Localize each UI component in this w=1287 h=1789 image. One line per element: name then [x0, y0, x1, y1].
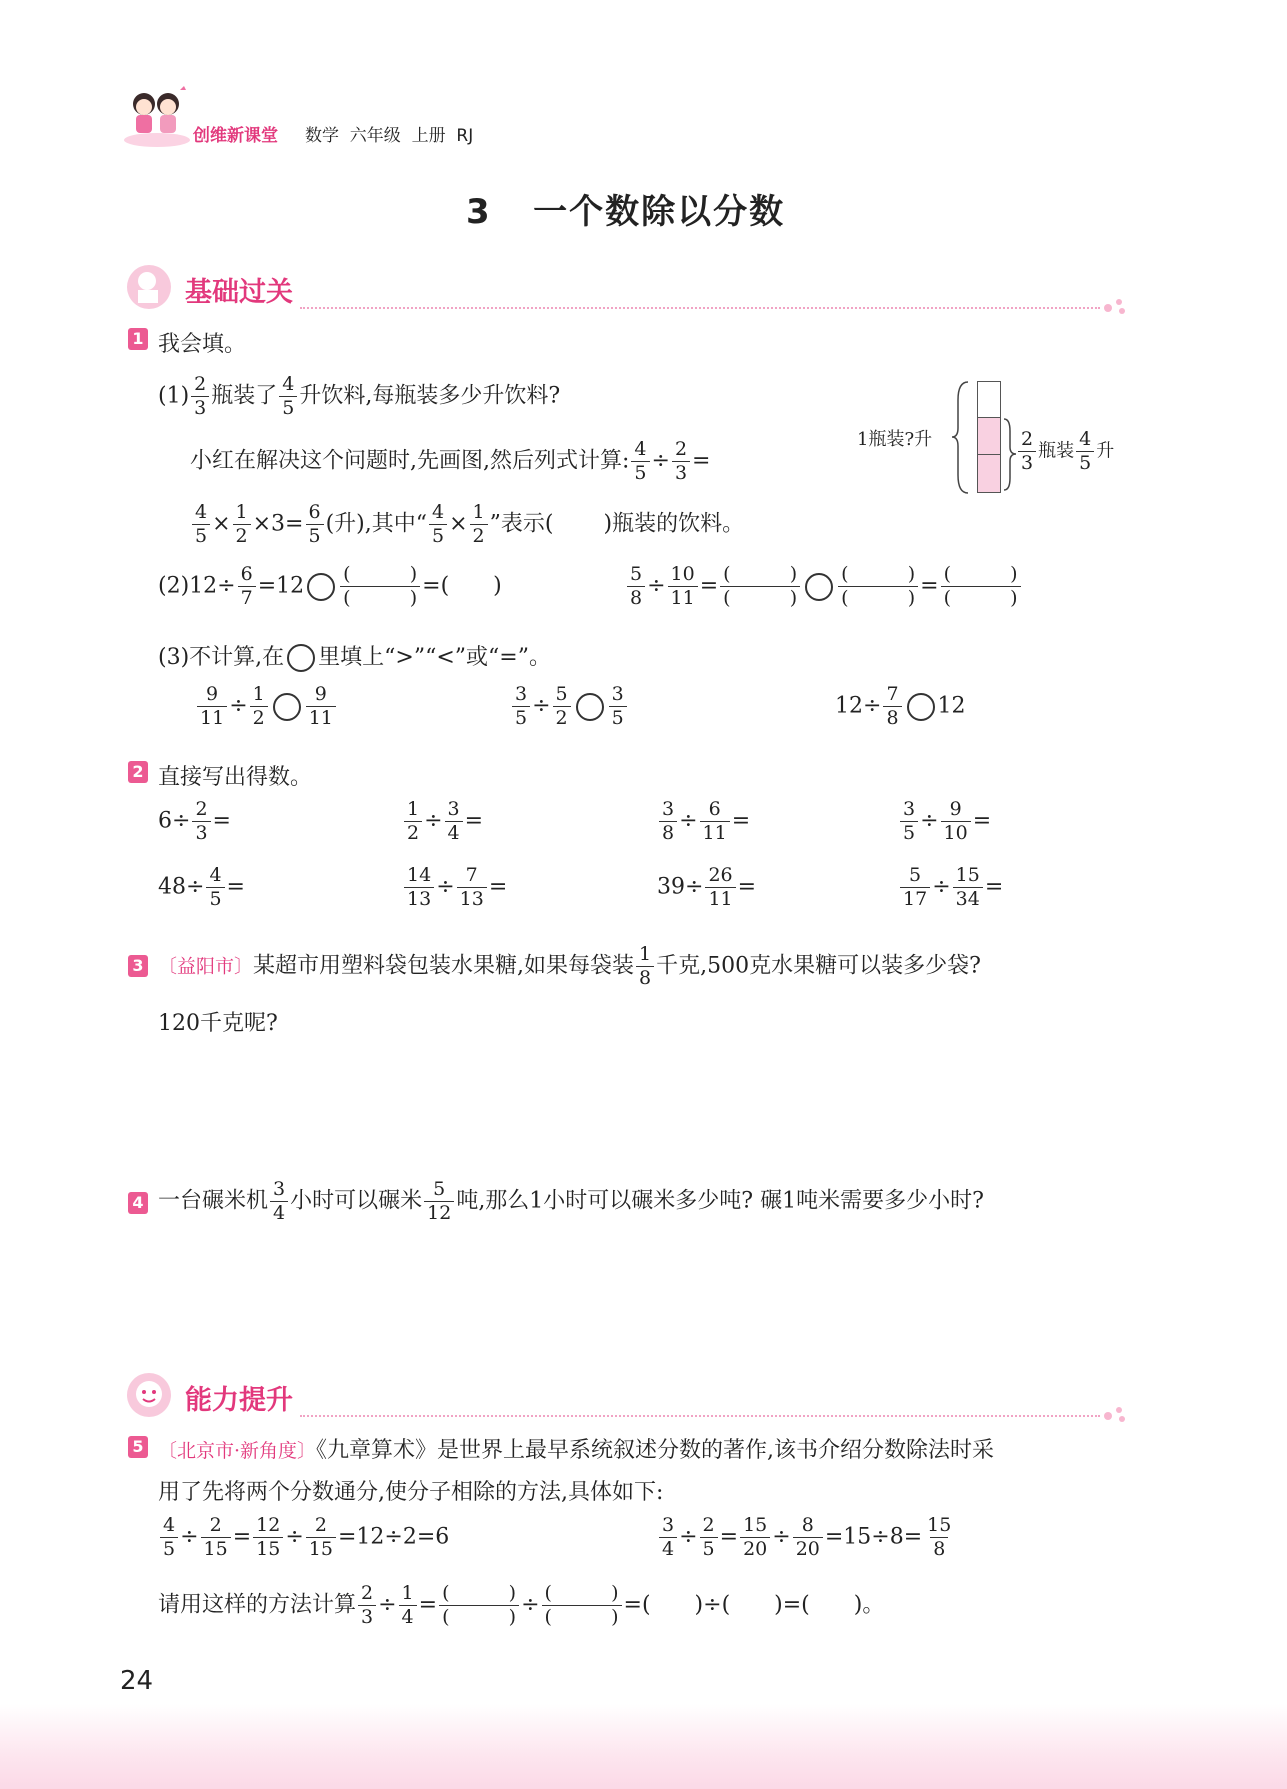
- q2-item-4: $\frac{3}{5}$ ÷ $\frac{9}{10}$ =: [898, 800, 991, 843]
- section-basic-title: 基础过关: [185, 277, 293, 308]
- q1-part1-line1: (1) $\frac{2}{3}$ 瓶装了 $\frac{4}{5}$ 升饮料,每瓶装多少升饮料?: [158, 373, 561, 419]
- blank-fraction[interactable]: ( ) ( ): [340, 565, 420, 608]
- q1-part3-instruction: (3)不计算,在 里填上“>”“<”或“=”。: [158, 645, 551, 670]
- q1-part1-line3: $\frac{4}{5}$ × $\frac{1}{2}$ ×3= $\frac{6}{5}$ (升),其中“ $\frac{4}{5}$ × $\frac{1}{2}$ ”表示( )瓶装的饮料。: [190, 503, 744, 546]
- left-brace-icon: [950, 380, 970, 501]
- bottom-decor-band: [0, 1704, 1287, 1789]
- page-number: 24: [120, 1666, 154, 1696]
- blank-fraction[interactable]: ( ) ( ): [838, 565, 918, 608]
- bottle-cell-mid: [977, 417, 1001, 456]
- q4-badge: 4: [128, 1192, 148, 1214]
- blank-fraction[interactable]: ( ) ( ): [720, 565, 800, 608]
- q1-part2-right: $\frac{5}{8}$ ÷ $\frac{10}{11}$ = ( ) ( ) ( ) ( ) = ( ) ( ): [625, 565, 1023, 608]
- compare-circle[interactable]: [907, 693, 935, 721]
- bottle-cell-top: [977, 381, 1001, 419]
- bottle-diagram-left-label: 1瓶装?升: [857, 429, 933, 450]
- circle-symbol-icon: [287, 644, 315, 672]
- q2-item-1: 6÷ $\frac{2}{3}$ =: [158, 798, 231, 844]
- compare-item-1: $\frac{9}{11}$ ÷ $\frac{1}{2}$ $\frac{9}{11}$: [195, 685, 338, 728]
- compare-item-3: 12÷ $\frac{7}{8}$ 12: [835, 683, 966, 729]
- section-advanced-dots: [1100, 1402, 1130, 1430]
- section-advanced-title: 能力提升: [185, 1385, 293, 1416]
- q3-line2: 120千克呢?: [158, 1011, 278, 1036]
- q4-line1: 一台碾米机 $\frac{3}{4}$ 小时可以碾米 $\frac{5}{12}$ 吨,那么1小时可以碾米多少吨? 碾1吨米需要多少小时?: [158, 1178, 984, 1224]
- header-meta: 数学 六年级 上册 RJ: [305, 126, 474, 146]
- blank-fraction[interactable]: ( ) ( ): [439, 1584, 519, 1627]
- q2-item-2: $\frac{1}{2}$ ÷ $\frac{3}{4}$ =: [402, 800, 483, 843]
- q2-item-8: $\frac{5}{17}$ ÷ $\frac{15}{34}$ =: [898, 866, 1003, 909]
- bottle-cell-bottom: [977, 454, 1001, 493]
- q5-task: 请用这样的方法计算 $\frac{2}{3}$ ÷ $\frac{1}{4}$ = ( ) ( ) ÷ ( ) ( ) =( )÷( )=( )。: [158, 1582, 885, 1628]
- q3-line1: 〔益阳市〕某超市用塑料袋包装水果糖,如果每袋装 $\frac{1}{8}$ 千克,500克水果糖可以装多少袋?: [158, 943, 981, 989]
- q1-text: 我会填。: [158, 332, 247, 357]
- q2-item-3: $\frac{3}{8}$ ÷ $\frac{6}{11}$ =: [657, 800, 750, 843]
- q2-item-6: $\frac{14}{13}$ ÷ $\frac{7}{13}$ =: [402, 866, 507, 909]
- q1-part2-left: (2)12÷ $\frac{6}{7}$ =12 ( ) ( ) =( ): [158, 563, 502, 609]
- header-logo: [122, 82, 192, 154]
- section-basic-rule: [300, 307, 1100, 309]
- section-basic-dots: [1100, 294, 1130, 322]
- q2-item-5: 48÷ $\frac{4}{5}$ =: [158, 864, 245, 910]
- q2-item-7: 39÷ $\frac{26}{11}$ =: [657, 864, 757, 910]
- basic-section-icon: [125, 264, 173, 316]
- advanced-section-icon: [125, 1372, 173, 1424]
- blank-fraction[interactable]: ( ) ( ): [542, 1584, 622, 1627]
- bottle-diagram-right-label: $\frac{2}{3}$ 瓶装 $\frac{4}{5}$ 升: [1016, 430, 1114, 473]
- operator-circle[interactable]: [307, 573, 335, 601]
- q3-source-tag: 〔益阳市〕: [158, 955, 254, 978]
- compare-circle[interactable]: [576, 693, 604, 721]
- q5-example-2: $\frac{3}{4}$ ÷ $\frac{2}{5}$ = $\frac{15}{20}$ ÷ $\frac{8}{20}$ =15÷8= $\frac{15}{8}$: [657, 1516, 956, 1559]
- q5-badge: 5: [128, 1436, 148, 1458]
- q5-line2: 用了先将两个分数通分,使分子相除的方法,具体如下:: [158, 1480, 664, 1505]
- page-title: 3 一个数除以分数: [466, 192, 786, 232]
- compare-circle[interactable]: [273, 693, 301, 721]
- q5-line1: 〔北京市·新角度〕《九章算术》是世界上最早系统叙述分数的著作,该书介绍分数除法时采: [158, 1438, 995, 1463]
- q1-part1-line2: 小红在解决这个问题时,先画图,然后列式计算: $\frac{4}{5}$ ÷ $\frac{2}{3}$ =: [190, 438, 711, 484]
- compare-item-2: $\frac{3}{5}$ ÷ $\frac{5}{2}$ $\frac{3}{5}$: [510, 685, 629, 728]
- section-advanced-rule: [300, 1415, 1100, 1417]
- operator-circle[interactable]: [805, 573, 833, 601]
- q2-text: 直接写出得数。: [158, 765, 313, 790]
- q3-badge: 3: [128, 955, 148, 977]
- q5-source-tag: 〔北京市·新角度〕: [158, 1440, 317, 1462]
- header-brand: 创维新课堂: [193, 126, 278, 146]
- q5-example-1: $\frac{4}{5}$ ÷ $\frac{2}{15}$ = $\frac{12}{15}$ ÷ $\frac{2}{15}$ =12÷2=6: [158, 1516, 449, 1559]
- q1-badge: 1: [128, 328, 148, 350]
- q2-badge: 2: [128, 761, 148, 783]
- blank-fraction[interactable]: ( ) ( ): [941, 565, 1021, 608]
